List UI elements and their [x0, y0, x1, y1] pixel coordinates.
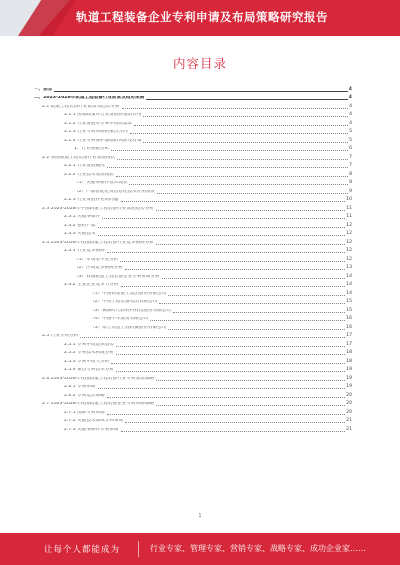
toc-dot-leader: [150, 320, 345, 321]
toc-entry-page: 4: [349, 103, 352, 109]
toc-entry[interactable]: [34, 229, 352, 238]
toc-entry-page: 21: [346, 418, 352, 424]
toc-entry-page: 4: [348, 86, 352, 92]
toc-dot-leader: [143, 116, 348, 117]
toc-entry-label: 2.4.2 主要企业竞争力分析: [64, 283, 119, 288]
toc-entry-label: 一、前言: [34, 87, 53, 92]
toc-entry-label: 2.4.1 行业竞争格局: [64, 249, 105, 254]
toc-entry-label: 2.2 我国轨道工程装备行业发展现状: [42, 155, 116, 160]
toc-entry-page: 18: [346, 358, 352, 364]
toc-entry-label: 二、2023-2028年轨道工程装备行业前景及趋势预测: [34, 96, 145, 101]
toc-dot-leader: [121, 431, 346, 432]
toc-entry-page: 16: [346, 316, 352, 322]
toc-entry[interactable]: [34, 195, 352, 204]
toc-entry[interactable]: [34, 254, 352, 263]
toc-entry-page: 19: [346, 367, 352, 373]
toc-entry-label: 2.3.2 整机产品: [64, 223, 96, 228]
toc-entry-page: 14: [346, 282, 352, 288]
toc-dot-leader: [111, 150, 348, 151]
toc-entry-label: 2.7.2 关键技术领域专利布局: [64, 419, 124, 424]
toc-entry-label: （2）中铁工程装备集团有限公司: [90, 300, 158, 305]
toc-entry[interactable]: [34, 407, 352, 416]
toc-entry[interactable]: [34, 399, 352, 408]
footer-slogan: 让每个人都能成为: [44, 545, 121, 555]
toc-entry-page: 8: [349, 180, 352, 186]
toc-entry-label: 2.3.1 关键零部件: [64, 215, 101, 220]
toc-dot-leader: [107, 414, 345, 415]
toc-entry[interactable]: [34, 305, 352, 314]
toc-dot-leader: [120, 261, 345, 262]
toc-dot-leader: [111, 363, 345, 364]
toc-dot-leader: [143, 142, 348, 143]
toc-entry[interactable]: [34, 373, 352, 382]
toc-dot-leader: [173, 312, 345, 313]
toc-entry[interactable]: [34, 237, 352, 246]
toc-entry-label: 2.4 2023-2028年我国轨道工程装备行业竞争格局分析: [42, 240, 154, 245]
toc-entry-label: 2.7 2023-2028年我国轨道工程装备企业专利布局策略: [42, 402, 154, 407]
toc-entry[interactable]: [34, 348, 352, 357]
toc-entry[interactable]: [34, 220, 352, 229]
toc-entry-page: 4: [349, 120, 352, 126]
toc-entry[interactable]: [34, 331, 352, 340]
toc-entry[interactable]: [34, 314, 352, 323]
toc-dot-leader: [116, 176, 348, 177]
toc-entry-label: 2.2.3 行业发展存在的问题: [64, 198, 119, 203]
toc-entry-page: 12: [346, 239, 352, 245]
toc-entry-label: 1、行业规模分析: [74, 147, 110, 152]
footer-divider: [138, 541, 139, 557]
report-footer: [0, 533, 400, 565]
toc-entry-page: 7: [349, 163, 352, 169]
toc-entry-page: 9: [349, 188, 352, 194]
toc-entry-page: 4: [349, 112, 352, 118]
report-header: [0, 0, 400, 36]
toc-entry-label: （2）产品智能化及信息化技术应用情况: [74, 189, 156, 194]
toc-entry[interactable]: [34, 118, 352, 127]
toc-entry-label: 2.1.4 行业专利保护面临的风险及对策: [64, 138, 142, 143]
toc-dot-leader: [107, 397, 345, 398]
toc-entry-page: 12: [346, 222, 352, 228]
toc-entry-label: （3）我国轨道工程装备企业专利布局分析: [74, 274, 160, 279]
toc-entry-label: 2.2.2 行业技术发展现状: [64, 172, 114, 177]
toc-entry[interactable]: [34, 271, 352, 280]
toc-entry-page: 7: [349, 154, 352, 160]
toc-entry-page: 5: [349, 129, 352, 135]
toc-entry-page: 10: [346, 197, 352, 203]
toc-dot-leader: [125, 422, 345, 423]
toc-entry[interactable]: [34, 390, 352, 399]
toc-dot-leader: [107, 252, 345, 253]
toc-entry-label: 2.6.1 专利布局: [64, 385, 96, 390]
toc-entry[interactable]: [34, 382, 352, 391]
toc-entry-page: 20: [346, 401, 352, 407]
toc-entry-page: 5: [349, 137, 352, 143]
toc-entry[interactable]: [34, 212, 352, 221]
toc-entry-page: 11: [346, 205, 352, 211]
toc-entry[interactable]: [34, 424, 352, 433]
toc-entry-label: 2.1.2 行业发展对专利申请的需求: [64, 121, 133, 126]
toc-entry-label: 2.5.2 专利技术构成分析: [64, 351, 114, 356]
toc-entry-page: 21: [346, 426, 352, 432]
toc-dot-leader: [162, 278, 346, 279]
toc-entry[interactable]: [34, 288, 352, 297]
toc-dot-leader: [98, 227, 346, 228]
toc-entry-label: （1）关键零部件技术现状: [74, 181, 128, 186]
toc-entry[interactable]: [34, 135, 352, 144]
toc-entry-label: 2.6.2 专利运营策略: [64, 393, 105, 398]
toc-entry-page: 20: [346, 409, 352, 415]
toc-entry[interactable]: [34, 178, 352, 187]
toc-dot-leader: [168, 295, 345, 296]
toc-entry[interactable]: [34, 356, 352, 365]
toc-entry-page: 8: [349, 171, 352, 177]
toc-dot-leader: [117, 159, 348, 160]
toc-dot-leader: [146, 99, 348, 100]
toc-entry-page: 17: [346, 341, 352, 347]
toc-dot-leader: [130, 133, 348, 134]
toc-entry-label: （5）徐工集团工程机械股份有限公司: [90, 325, 167, 330]
toc-entry-label: （3）株洲时代新材料科技股份有限公司: [90, 308, 172, 313]
toc-heading: 内容目录: [172, 56, 227, 71]
toc-dot-leader: [107, 167, 348, 168]
toc-dot-leader: [116, 354, 345, 355]
toc-dot-leader: [159, 303, 345, 304]
toc-entry-label: 2.5.1 专利申请总体态势: [64, 342, 114, 347]
toc-entry-page: 19: [346, 375, 352, 381]
toc-entry-label: 2.1.3 行业专利布局的重点方向: [64, 130, 128, 135]
toc-entry[interactable]: [34, 152, 352, 161]
toc-dot-leader: [156, 405, 345, 406]
toc-entry-label: 2.1 轨道工程装备行业前景及趋势分析: [42, 104, 120, 109]
toc-entry-page: 12: [346, 256, 352, 262]
toc-dot-leader: [102, 218, 345, 219]
toc-entry-page: 19: [346, 384, 352, 390]
toc-entry-label: 2.1.1 国家政策对行业发展的推动作用: [64, 113, 142, 118]
toc-entry[interactable]: [34, 161, 352, 170]
toc-entry-label: 2.3.3 关键技术: [64, 232, 96, 237]
toc-entry[interactable]: [34, 127, 352, 136]
toc-entry-page: 17: [346, 333, 352, 339]
toc-entry-label: 2.7.1 国际专利布局: [64, 410, 105, 415]
toc-entry[interactable]: [34, 246, 352, 255]
toc-dot-leader: [54, 91, 347, 92]
toc-entry-page: 12: [346, 248, 352, 254]
toc-entry-label: 2.5.3 专利申请人分析: [64, 359, 110, 364]
toc-dot-leader: [156, 380, 345, 381]
toc-dot-leader: [98, 388, 346, 389]
toc-dot-leader: [134, 125, 348, 126]
toc-entry-label: 2.3 2023-2028年中国轨道工程装备行业发展趋势分析: [42, 206, 154, 211]
toc-entry-page: 16: [346, 324, 352, 330]
toc-entry-label: 2.2.1 行业发展概况: [64, 164, 105, 169]
toc-entry[interactable]: [34, 144, 352, 153]
toc-entry[interactable]: [34, 186, 352, 195]
toc-dot-leader: [156, 244, 345, 245]
toc-entry[interactable]: [34, 365, 352, 374]
toc-dot-leader: [116, 346, 345, 347]
toc-entry-page: 13: [346, 265, 352, 271]
toc-entry[interactable]: [34, 93, 352, 102]
toc-entry-page: 18: [346, 350, 352, 356]
toc-entry-label: 2.7.3 关键零部件专利布局: [64, 427, 119, 432]
toc-entry[interactable]: [34, 203, 352, 212]
toc-entry-page: 15: [346, 307, 352, 313]
toc-entry[interactable]: [34, 297, 352, 306]
toc-dot-leader: [121, 201, 346, 202]
toc-entry-page: 6: [349, 146, 352, 152]
toc-entry[interactable]: [34, 322, 352, 331]
toc-entry-label: 2.5 行业专利分析: [42, 334, 79, 339]
page-number: 1: [198, 513, 202, 519]
report-title: 轨道工程装备企业专利申请及布局策略研究报告: [76, 10, 328, 24]
toc-entry-label: （4）中国中车股份有限公司: [90, 317, 149, 322]
toc-entry-label: 2.5.4 重点专利技术分析: [64, 368, 114, 373]
toc-dot-leader: [80, 337, 345, 338]
toc-entry-page: 12: [346, 231, 352, 237]
toc-entry-label: （1）市场集中度分析: [74, 257, 119, 262]
toc-entry[interactable]: [34, 339, 352, 348]
toc-entry-page: 15: [346, 299, 352, 305]
toc-dot-leader: [125, 269, 345, 270]
toc-dot-leader: [157, 193, 348, 194]
toc-entry-page: 14: [346, 273, 352, 279]
toc-entry-label: （1）中国铁建重工集团股份有限公司: [90, 291, 167, 296]
toc-dot-leader: [122, 108, 348, 109]
toc-entry-page: 20: [346, 392, 352, 398]
toc-dot-leader: [121, 286, 346, 287]
toc-entry[interactable]: [34, 280, 352, 289]
toc-entry-page: 4: [348, 95, 352, 101]
footer-tagline: 行业专家、管理专家、营销专家、战略专家、成功企业家……: [150, 544, 366, 553]
toc-entry[interactable]: [34, 101, 352, 110]
toc-entry-page: 14: [346, 290, 352, 296]
toc-entry[interactable]: [34, 169, 352, 178]
toc-entry[interactable]: [34, 84, 352, 93]
toc-dot-leader: [116, 371, 345, 372]
toc-dot-leader: [129, 184, 348, 185]
table-of-contents: [34, 84, 352, 433]
toc-entry[interactable]: [34, 110, 352, 119]
toc-entry[interactable]: [34, 263, 352, 272]
toc-dot-leader: [168, 329, 345, 330]
toc-entry[interactable]: [34, 416, 352, 425]
toc-dot-leader: [156, 210, 345, 211]
toc-entry-label: 2.6 2023-2028年我国轨道工程装备行业专利发展策略: [42, 376, 154, 381]
toc-dot-leader: [98, 235, 346, 236]
toc-entry-page: 11: [346, 214, 352, 220]
toc-entry-label: （2）区域竞争格局分析: [74, 266, 123, 271]
